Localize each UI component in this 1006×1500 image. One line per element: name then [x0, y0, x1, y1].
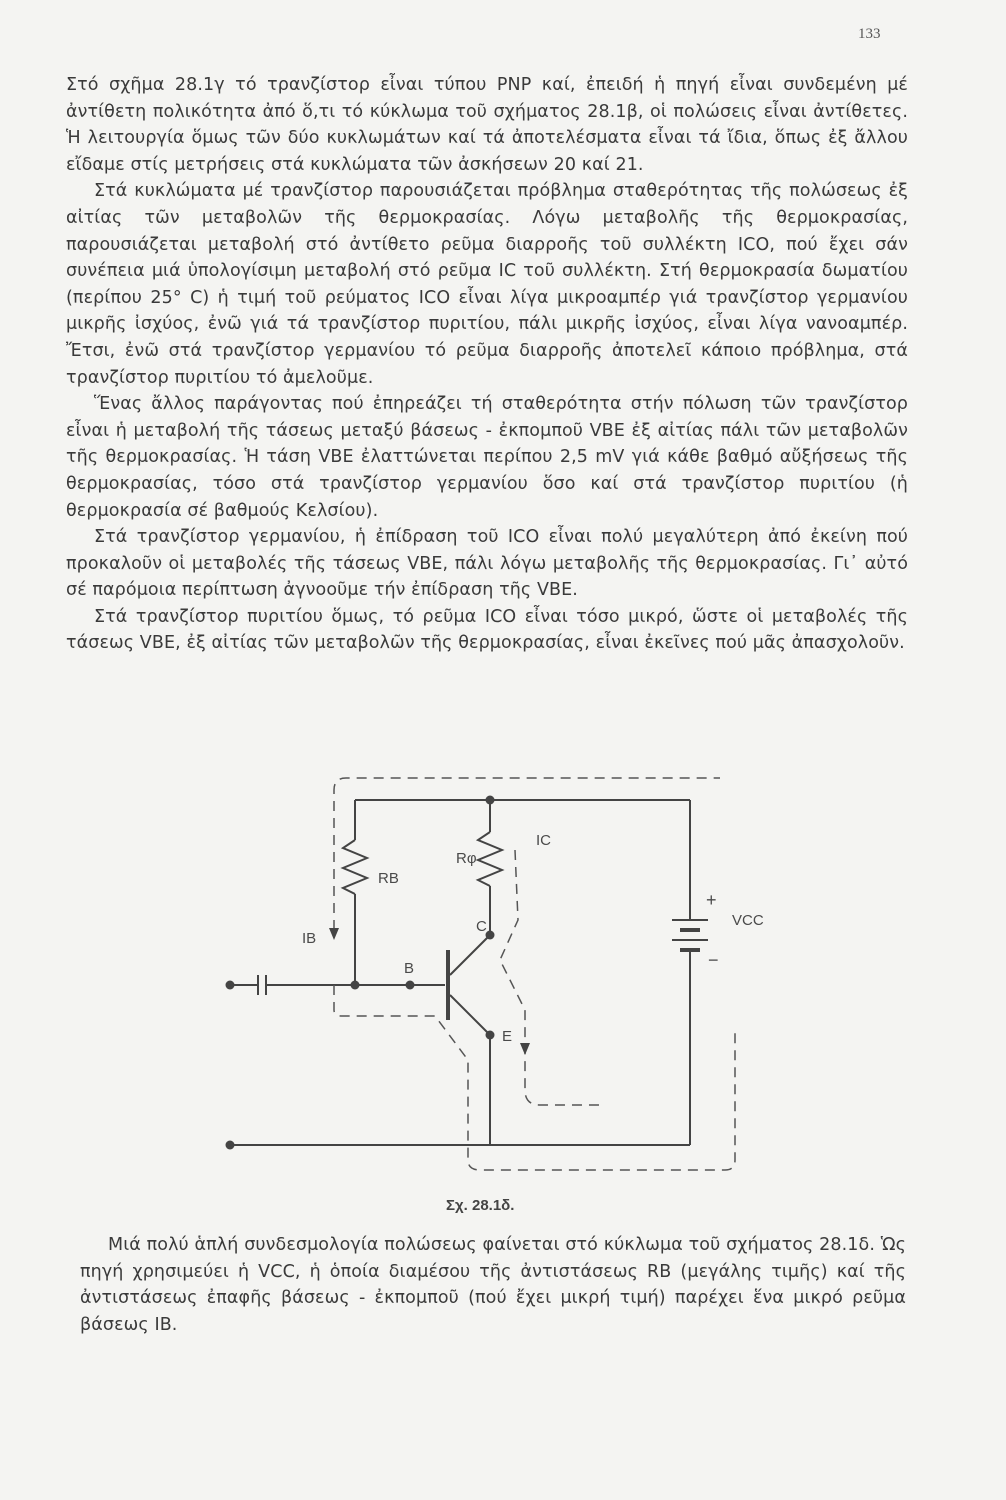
ib-arrow: [329, 928, 339, 940]
label-rf: Rφ: [456, 850, 477, 867]
label-b: B: [404, 960, 415, 977]
ic-dashed-path: [500, 850, 600, 1105]
input-terminal: [226, 981, 235, 990]
resistor-rf: [478, 832, 502, 886]
transistor-emitter: [450, 995, 490, 1035]
paragraph-5: Στά τρανζίστορ πυριτίου ὅμως, τό ρεῦμα ICO εἶναι τόσο μικρό, ὥστε οἱ μεταβολές τῆς τάσεως VBE, ἐξ αἰτίας τῶν μεταβολῶν τῆς θερμοκρασίας, εἶναι ἐκεῖνες πού μᾶς ἀπασχολοῦν.: [66, 606, 908, 654]
resistor-rb: [343, 840, 367, 894]
label-ib: IB: [302, 930, 317, 947]
ground-terminal: [226, 1141, 235, 1150]
closing-paragraph: Μιά πολύ ἁπλή συνδεσμολογία πολώσεως φαίνεται στό κύκλωμα τοῦ σχήματος 28.1δ. Ὡς πηγή χρησιμεύει ἡ VCC, ἡ ὁποία διαμέσου τῆς ἀντιστάσεως RB (μεγάλης τιμῆς) καί τῆς ἀντιστάσεως ἐπαφῆς βάσεως - ἐκπομποῦ (πού ἔχει μικρή τιμή) παρέχει ἕνα μικρό ρεῦμα βάσεως IB.: [80, 1235, 906, 1335]
transistor-collector: [450, 935, 490, 975]
circuit-figure: [200, 770, 800, 1190]
label-ic: IC: [536, 832, 551, 849]
closing-text: [80, 1232, 906, 1338]
label-plus: +: [706, 890, 717, 910]
paragraph-3: Ἕνας ἄλλος παράγοντας πού ἐπηρεάζει τή σταθερότητα στήν πόλωση τῶν τρανζίστορ εἶναι ἡ μεταβολή τῆς τάσεως μεταξύ βάσεως - ἐκπομποῦ VBE ἐξ αἰτίας πάλι τῶν μεταβολῶν τῆς θερμοκρασίας. Ἡ τάση VBE ἐλαττώνεται περίπου 2,5 mV γιά κάθε βαθμό αὔξήσεως τῆς θερμοκρασίας, τόσο στά τρανζίστορ γερμανίου ὅσο καί στά τρανζίστορ πυριτίου (ἡ θερμοκρασία σέ βαθμούς Κελσίου).: [66, 394, 908, 521]
body-text: [66, 72, 908, 657]
ic-arrow: [520, 1043, 530, 1055]
label-rb: RB: [378, 870, 399, 887]
label-minus: −: [708, 950, 719, 970]
paragraph-1: Στό σχῆμα 28.1γ τό τρανζίστορ εἶναι τύπου PNP καί, ἐπειδή ἡ πηγή εἶναι συνδεμένη μέ ἀντίθετη πολικότητα ἀπό ὅ,τι τό κύκλωμα τοῦ σχήματος 28.1β, οἱ πολώσεις εἶναι ἀντίθετες. Ἡ λειτουργία ὅμως τῶν δύο κυκλωμάτων καί τά ἀποτελέσματα εἶναι τά ἴδια, ὅπως ἐξ ἄλλου εἴδαμε στίς μετρήσεις στά κυκλώματα τῶν ἀσκήσεων 20 καί 21.: [66, 75, 908, 175]
base-terminal-dot: [406, 981, 415, 990]
junction-dot-rb: [351, 981, 360, 990]
paragraph-2: Στά κυκλώματα μέ τρανζίστορ παρουσιάζεται πρόβλημα σταθερότητας τῆς πολώσεως ἐξ αἰτίας τῶν μεταβολῶν τῆς θερμοκρασίας. Λόγω μεταβολῆς τῆς θερμοκρασίας, παρουσιάζεται μεταβολή στό ἀντίθετο ρεῦμα διαρροῆς τοῦ συλλέκτη ICO, πού ἔχει σάν συνέπεια μιά ὑπολογίσιμη μεταβολή στό ρεῦμα IC τοῦ συλλέκτη. Στή θερμοκρασία δωματίου (περίπου 25° C) ἡ τιμή τοῦ ρεύματος ICO εἶναι λίγα μικροαμπέρ γιά τρανζίστορ γερμανίου μικρῆς ἰσχύος, ἐνῶ γιά τά τρανζίστορ πυριτίου, πάλι μικρῆς ἰσχύος, εἶναι λίγα νανοαμπέρ. Ἔτσι, ἐνῶ στά τρανζίστορ γερμανίου τό ρεῦμα διαρροῆς ἀποτελεῖ κάποιο πρόβλημα, στά τρανζίστορ πυριτίου τό ἀμελοῦμε.: [66, 181, 908, 388]
label-e: E: [502, 1028, 513, 1045]
figure-caption: Σχ. 28.1δ.: [446, 1197, 515, 1214]
ib-return-path: [334, 985, 735, 1170]
circuit-diagram: [200, 770, 800, 1190]
paragraph-4: Στά τρανζίστορ γερμανίου, ἡ ἐπίδραση τοῦ ICO εἶναι πολύ μεγαλύτερη ἀπό ἐκείνη πού προκαλοῦν οἱ μεταβολές τῆς τάσεως VBE, πάλι λόγω μεταβολῆς τῆς θερμοκρασίας. Γι᾽ αὐτό σέ παρόμοια περίπτωση ἀγνοοῦμε τήν ἐπίδραση τῆς VBE.: [66, 527, 908, 601]
page-number: 133: [858, 26, 881, 42]
label-vcc: VCC: [732, 912, 764, 929]
junction-dot-top: [486, 796, 495, 805]
label-c: C: [476, 918, 487, 935]
emitter-dot: [486, 1031, 495, 1040]
